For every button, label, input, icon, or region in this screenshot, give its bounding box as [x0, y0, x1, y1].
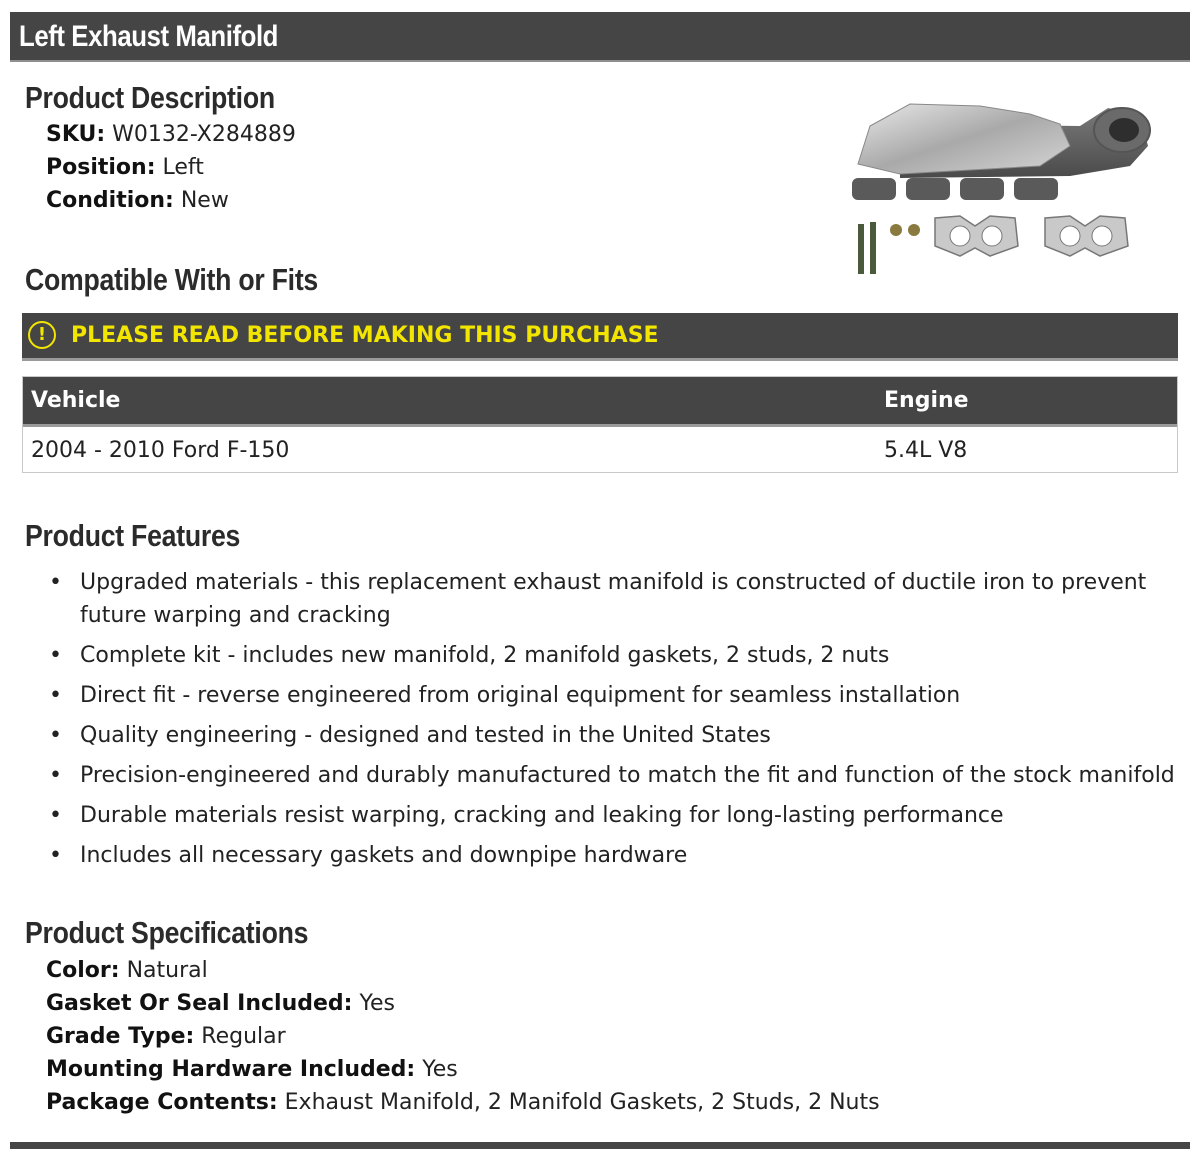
spec-label: Package Contents:	[46, 1090, 278, 1115]
condition-value: New	[180, 188, 229, 213]
compat-heading: Compatible With or Fits	[25, 262, 319, 297]
position-value: Left	[162, 155, 204, 180]
list-item: • Precision-engineered and durably manufactured to match the fit and function of the stock manifold	[49, 763, 1175, 788]
spec-label: Gasket Or Seal Included:	[46, 991, 353, 1016]
list-item: • Includes all necessary gaskets and downpipe hardware	[49, 843, 688, 868]
page-title: Left Exhaust Manifold	[19, 20, 279, 53]
spec-row	[46, 1024, 286, 1049]
specs-heading: Product Specifications	[25, 915, 309, 950]
warning-icon: !	[28, 321, 56, 349]
sku-row	[46, 122, 296, 147]
feature-text: Upgraded materials - this replacement exhaust manifold is constructed of ductile iron to prevent future warping and cracking	[80, 570, 1147, 628]
feature-text: Precision-engineered and durably manufactured to match the fit and function of the stock manifold	[80, 763, 1175, 788]
vehicle-cell: 2004 - 2010 Ford F-150	[31, 438, 290, 463]
features-list	[46, 566, 1196, 879]
list-item: • Durable materials resist warping, cracking and leaking for long-lasting performance	[49, 803, 1004, 828]
spec-value: Exhaust Manifold, 2 Manifold Gaskets, 2 Studs, 2 Nuts	[284, 1090, 880, 1115]
list-item: • Complete kit - includes new manifold, 2 manifold gaskets, 2 studs, 2 nuts	[49, 643, 890, 668]
warning-text: PLEASE READ BEFORE MAKING THIS PURCHASE	[71, 323, 659, 348]
spec-row	[46, 1090, 880, 1115]
spec-label: Grade Type:	[46, 1024, 195, 1049]
position-row	[46, 155, 204, 180]
vehicle-column-header: Vehicle	[31, 388, 121, 413]
fitment-table	[22, 376, 1178, 473]
condition-row	[46, 188, 229, 213]
feature-text: Durable materials resist warping, cracking and leaking for long-lasting performance	[80, 803, 1004, 828]
fitment-header	[23, 377, 1177, 427]
feature-text: Includes all necessary gaskets and downpipe hardware	[80, 843, 688, 868]
engine-column-header: Engine	[884, 388, 969, 413]
feature-text: Direct fit - reverse engineered from original equipment for seamless installation	[80, 683, 961, 708]
spec-value: Regular	[201, 1024, 286, 1049]
list-item: • Direct fit - reverse engineered from original equipment for seamless installation	[49, 683, 961, 708]
spec-value: Yes	[422, 1057, 458, 1082]
feature-text: Complete kit - includes new manifold, 2 manifold gaskets, 2 studs, 2 nuts	[80, 643, 890, 668]
spec-value: Yes	[359, 991, 395, 1016]
footer-divider	[10, 1142, 1190, 1149]
spec-row	[46, 958, 208, 983]
spec-row	[46, 991, 395, 1016]
list-item: • Upgraded materials - this replacement exhaust manifold is constructed of ductile iron to prevent future warping and cracking	[49, 570, 1147, 628]
spec-label: Mounting Hardware Included:	[46, 1057, 416, 1082]
sku-label: SKU:	[46, 122, 106, 147]
position-label: Position:	[46, 155, 156, 180]
purchase-warning	[22, 313, 1178, 361]
list-item: • Quality engineering - designed and tested in the United States	[49, 723, 771, 748]
title-bar	[10, 12, 1190, 62]
description-heading: Product Description	[25, 80, 275, 115]
sku-value: W0132-X284889	[112, 122, 296, 147]
engine-cell: 5.4L V8	[884, 438, 968, 463]
spec-value: Natural	[126, 958, 208, 983]
features-heading: Product Features	[25, 518, 241, 553]
spec-row	[46, 1057, 458, 1082]
table-row	[23, 427, 1177, 473]
feature-text: Quality engineering - designed and tested in the United States	[80, 723, 771, 748]
condition-label: Condition:	[46, 188, 174, 213]
product-image	[840, 86, 1170, 286]
spec-label: Color:	[46, 958, 120, 983]
